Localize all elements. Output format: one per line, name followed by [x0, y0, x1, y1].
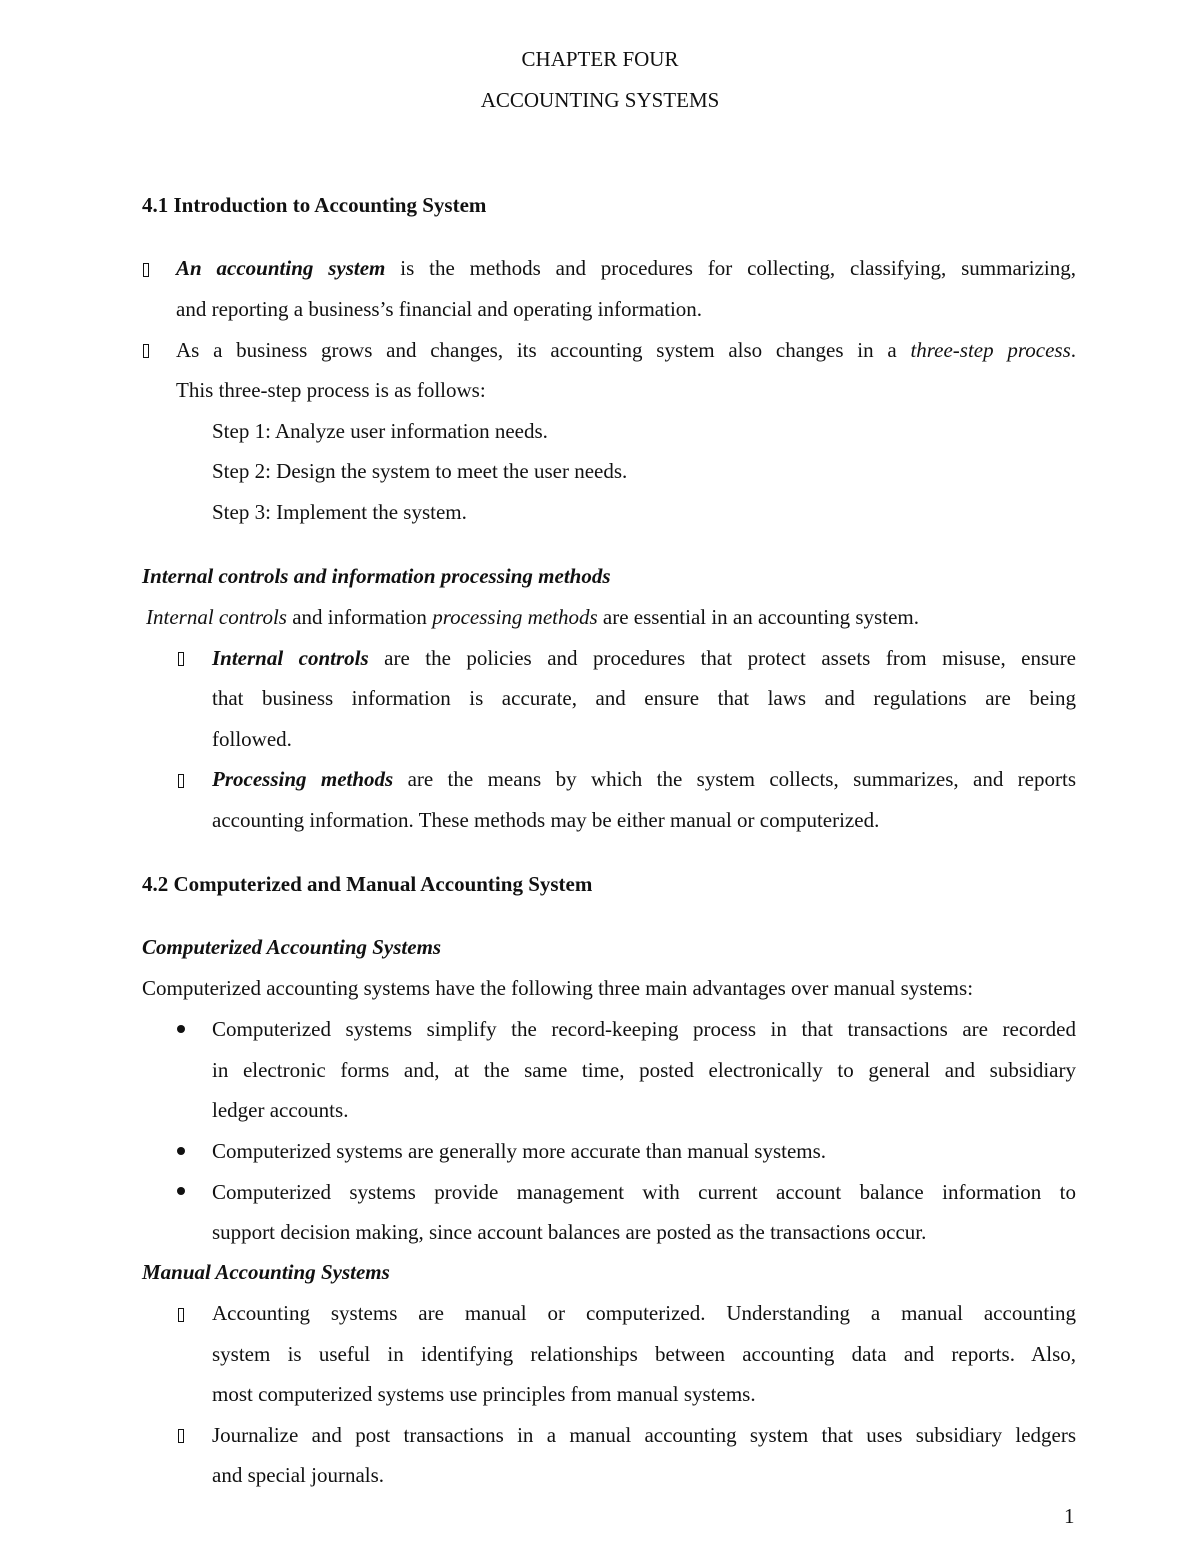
- manual-point-2-cont: and special journals.: [212, 1463, 385, 1487]
- round-bullet-icon: [177, 1187, 185, 1195]
- comp-advantage-3: Computerized systems provide management with current account balance information to: [212, 1180, 1076, 1204]
- accounting-system-definition: An accounting system is the methods and procedures for collecting, classifying, summarizing,: [176, 256, 1076, 280]
- internal-controls-intro: Internal controls and information processing methods are essential in an accounting system.: [146, 605, 919, 629]
- manual-point-2: Journalize and post transactions in a manual accounting system that uses subsidiary ledgers: [212, 1423, 1076, 1447]
- manual-point-1: Accounting systems are manual or computerized. Understanding a manual accounting: [212, 1301, 1076, 1325]
- square-bullet-icon: [178, 1429, 184, 1443]
- chapter-subject-title: ACCOUNTING SYSTEMS: [480, 88, 720, 112]
- manual-systems-subheading: Manual Accounting Systems: [142, 1260, 390, 1284]
- internal-controls-definition-end: followed.: [212, 727, 292, 751]
- internal-controls-definition-cont: that business information is accurate, and ensure that laws and regulations are being: [212, 686, 1076, 710]
- manual-point-1-cont: system is useful in identifying relationships between accounting data and reports. Also,: [212, 1342, 1076, 1366]
- square-bullet-icon: [143, 344, 149, 358]
- processing-methods-definition-cont: accounting information. These methods may be either manual or computerized.: [212, 808, 880, 832]
- step-2: Step 2: Design the system to meet the user needs.: [212, 459, 628, 483]
- comp-advantage-2: Computerized systems are generally more accurate than manual systems.: [212, 1139, 827, 1163]
- comp-advantage-1: Computerized systems simplify the record-keeping process in that transactions are recorded: [212, 1017, 1076, 1041]
- section-4-1-heading: 4.1 Introduction to Accounting System: [142, 193, 487, 217]
- step-1: Step 1: Analyze user information needs.: [212, 419, 548, 443]
- computerized-systems-subheading: Computerized Accounting Systems: [142, 935, 442, 959]
- square-bullet-icon: [178, 774, 184, 788]
- step-3: Step 3: Implement the system.: [212, 500, 467, 524]
- comp-advantage-1-end: ledger accounts.: [212, 1098, 349, 1122]
- computerized-systems-intro: Computerized accounting systems have the following three main advantages over manual systems:: [142, 976, 974, 1000]
- square-bullet-icon: [143, 263, 149, 277]
- three-step-process-cont: This three-step process is as follows:: [176, 378, 486, 402]
- accounting-system-definition-cont: and reporting a business’s financial and operating information.: [176, 297, 703, 321]
- round-bullet-icon: [177, 1025, 185, 1033]
- internal-controls-subheading: Internal controls and information processing methods: [142, 564, 611, 588]
- manual-point-1-end: most computerized systems use principles from manual systems.: [212, 1382, 756, 1406]
- chapter-number-title: CHAPTER FOUR: [521, 47, 679, 71]
- round-bullet-icon: [177, 1147, 185, 1155]
- three-step-process-text: As a business grows and changes, its accounting system also changes in a three-step process.: [176, 338, 1076, 362]
- square-bullet-icon: [178, 1308, 184, 1322]
- comp-advantage-3-cont: support decision making, since account balances are posted as the transactions occur.: [212, 1220, 927, 1244]
- section-4-2-heading: 4.2 Computerized and Manual Accounting System: [142, 872, 593, 896]
- page-number: 1: [1064, 1504, 1075, 1528]
- square-bullet-icon: [178, 652, 184, 666]
- processing-methods-definition: Processing methods are the means by which the system collects, summarizes, and reports: [212, 767, 1076, 791]
- internal-controls-definition: Internal controls are the policies and procedures that protect assets from misuse, ensure: [212, 646, 1076, 670]
- comp-advantage-1-cont: in electronic forms and, at the same time, posted electronically to general and subsidiary: [212, 1058, 1076, 1082]
